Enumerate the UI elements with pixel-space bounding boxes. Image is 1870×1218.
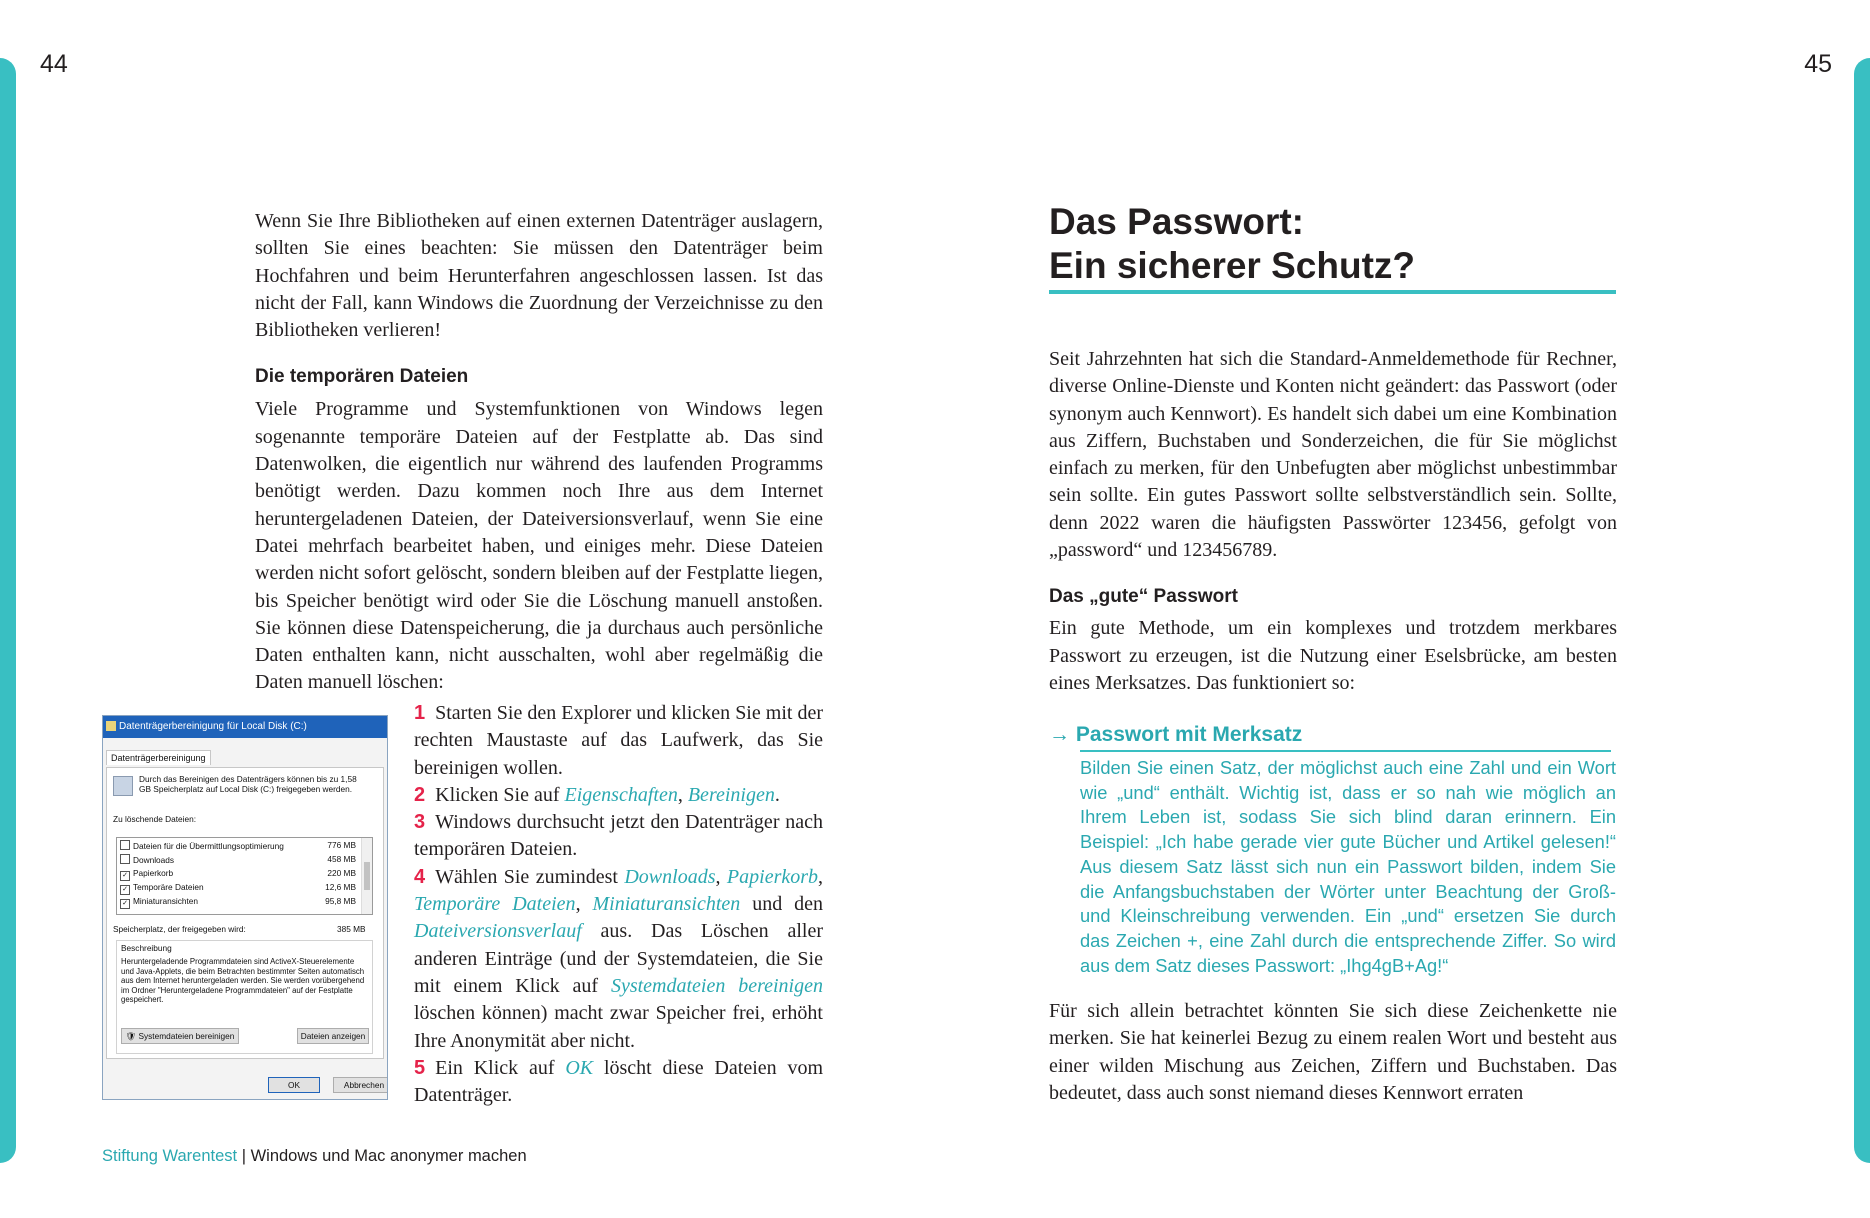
step-5: 5 Ein Klick auf OK löscht diese Dateien vom Datenträger. bbox=[414, 1056, 823, 1107]
description-label: Beschreibung bbox=[121, 943, 172, 953]
list-item[interactable]: ✓ Temporäre Dateien 12,6 MB bbox=[120, 882, 356, 895]
list-scrollbar[interactable] bbox=[361, 838, 372, 914]
left-column bbox=[255, 208, 823, 697]
right-subheading: Das „gute“ Passwort bbox=[1049, 586, 1238, 608]
dialog-tab[interactable]: Datenträgerbereinigung bbox=[106, 750, 211, 765]
tip-box-heading: → Passwort mit Merksatz bbox=[1049, 723, 1303, 746]
ok-button[interactable]: OK bbox=[268, 1077, 320, 1093]
bereinigen-link: Bereinigen bbox=[687, 783, 775, 806]
freed-space-label: Speicherplatz, der freigegeben wird: bbox=[113, 924, 246, 934]
dialog-info-text: Durch das Bereinigen des Datenträgers können bis zu 1,58 GB Speicherplatz auf Local Disk (C:) freigegeben werden. bbox=[139, 774, 357, 794]
checkbox[interactable] bbox=[120, 854, 130, 864]
description-text: Heruntergeladende Programmdateien sind ActiveX-Steuerelemente und Java-Applets, die beim Betrachten bestimmter Seiten automatisch aus dem Internet heruntergeladen werden. Sie werden vorübergehend im Ordner "Heruntergeladene Programmdateien" auf der Festplatte gespeichert. bbox=[121, 957, 365, 1004]
clean-system-files-button[interactable]: 🛡 Systemdateien bereinigen bbox=[121, 1028, 239, 1044]
arrow-icon: → bbox=[1049, 723, 1070, 746]
drive-icon bbox=[113, 776, 133, 796]
page-number-right: 45 bbox=[1804, 50, 1832, 78]
right-column-top bbox=[1049, 346, 1617, 697]
right-intro-paragraph: Seit Jahrzehnten hat sich die Standard-Anmeldemethode für Rechner, diverse Online-Dienste und Konten nicht geändert: das Passwort (oder synonym auch Kennwort). Es handelt sich dabei um eine Kombination aus Ziffern, Buchstaben und Sonderzeichen, die für Sie möglichst einfach zu merken, für den Unbefugten aber möglichst unbestimmbar sein sollte. Ein gutes Passwort sollte selbstverständlich sein. Sollte, denn 2022 waren die häufigsten Passwörter 123456, gefolgt von „password“ und 123456789. bbox=[1049, 348, 1617, 562]
dialog-title: Datenträgerbereinigung für Local Disk (C:) bbox=[119, 721, 307, 732]
view-files-button[interactable]: Dateien anzeigen bbox=[297, 1028, 369, 1044]
tip-box-text: Bilden Sie einen Satz, der möglichst auch eine Zahl und ein Wort wie „und“ enthält. Wichtig ist, dass er so nah wie möglich an Ihrem Leben ist, sodass Sie sich blind daran erinnern. Ein Beispiel: „Ich habe gerade vier gute Bücher und Artikel gelesen!“ Aus diesem Satz lässt sich nun ein Passwort bilden, indem Sie die Anfangsbuchstaben der Wörter unter Beachtung der Groß- und Kleinschreibung verwenden. Ein „und“ ersetzen Sie durch das Zeichen +, eine Zahl durch die entsprechende Ziffer. So wird aus dem Satz dieses Passwort: „Ihg4gB+Ag!“ bbox=[1080, 757, 1616, 976]
list-item[interactable]: Downloads 458 MB bbox=[120, 854, 356, 867]
left-body-paragraph: Viele Programme und Systemfunktionen von Windows legen sogenannte temporäre Dateien auf der Festplatte ab. Das sind Datenwolken, die eigentlich nur während des laufenden Programms benötigt werden. Dazu kommen noch Ihre aus dem Internet heruntergeladenen Dateien, der Dateiversionsverlauf, wenn Sie eine Datei mehrfach bearbeitet haben, und einiges mehr. Diese Dateien werden nicht sofort gelöscht, sondern bleiben auf der Festplatte liegen, bis Speicher benötigt wird oder Sie die Löschung manuell anstoßen. Sie können diese Datenspeicherung, die ja durchaus auch persönliche Daten enthalten kann, nicht ausschalten, wohl aber regelmäßig die Daten manuell löschen: bbox=[255, 398, 823, 694]
page-number-left: 44 bbox=[40, 50, 68, 78]
right-body-paragraph: Ein gute Methode, um ein komplexes und trotzdem merkbares Passwort zu erzeugen, ist die Nutzung einer Eselsbrücke, am besten eines Merksatzes. Das funktioniert so: bbox=[1049, 617, 1617, 694]
step-4: 4 Wählen Sie zumindest Downloads, Papierkorb, Temporäre Dateien, Miniaturansichten und den Dateiversionsverlauf aus. Das Löschen aller anderen Einträge (und der Systemdateien, die Sie mit einem Klick auf Systemdateien bereinigen löschen können) macht zwar Speicher frei, erhöht Ihre Anonymität aber nicht. bbox=[414, 865, 824, 1052]
right-column-bottom bbox=[1049, 998, 1617, 1107]
right-edge-tab bbox=[1854, 58, 1870, 1163]
description-group bbox=[116, 940, 373, 1054]
tip-box-rule bbox=[1080, 750, 1611, 752]
left-subheading: Die temporären Dateien bbox=[255, 366, 469, 388]
scrollbar-thumb[interactable] bbox=[364, 862, 370, 890]
right-outro-paragraph: Für sich allein betrachtet könnten Sie sich diese Zeichenkette nie merken. Sie hat keinerlei Bezug zu einem realen Wort und besteht aus einer wilden Mischung aus Zeichen, Ziffern und Buchstaben. Das bedeutet, dass auch sonst niemand dieses Kennwort erraten bbox=[1049, 1000, 1617, 1104]
step-2: 2 Klicken Sie auf Eigenschaften, Bereinigen. bbox=[414, 783, 780, 806]
disk-cleanup-icon bbox=[106, 721, 116, 731]
steps-list bbox=[414, 700, 823, 1109]
dialog-title-bar bbox=[103, 716, 387, 738]
disk-cleanup-screenshot bbox=[102, 715, 388, 1100]
chapter-title: Das Passwort: Ein sicherer Schutz? bbox=[1049, 201, 1415, 286]
title-underline bbox=[1049, 290, 1616, 294]
left-edge-tab bbox=[0, 58, 16, 1163]
checkbox[interactable]: ✓ bbox=[120, 871, 130, 881]
shield-icon: 🛡 bbox=[125, 1031, 137, 1041]
checkbox[interactable]: ✓ bbox=[120, 899, 130, 909]
step-3: 3 Windows durchsucht jetzt den Datenträger nach temporären Dateien. bbox=[414, 811, 823, 861]
files-to-delete-list[interactable] bbox=[116, 837, 373, 915]
checkbox[interactable] bbox=[120, 840, 130, 850]
step-1: 1 Starten Sie den Explorer und klicken Sie mit der rechten Maustaste auf das Laufwerk, das Sie bereinigen wollen. bbox=[414, 702, 823, 779]
footer-book-title: Windows und Mac anonymer machen bbox=[250, 1147, 527, 1165]
cancel-button[interactable]: Abbrechen bbox=[333, 1077, 388, 1093]
freed-space-value: 385 MB bbox=[337, 924, 366, 934]
eigenschaften-link: Eigenschaften bbox=[564, 783, 678, 806]
dialog-body bbox=[106, 767, 384, 1059]
list-item[interactable]: ✓ Miniaturansichten 95,8 MB bbox=[120, 896, 356, 909]
footer-brand: Stiftung Warentest bbox=[102, 1147, 238, 1165]
left-intro-paragraph: Wenn Sie Ihre Bibliotheken auf einen externen Datenträger auslagern, sollten Sie eines beachten: Sie müssen den Datenträger beim Hochfahren und beim Herunterfahren angeschlossen lassen. Ist das nicht der Fall, kann Windows die Zuordnung der Verzeichnisse zu den Bibliotheken verlieren! bbox=[255, 210, 823, 342]
list-label: Zu löschende Dateien: bbox=[113, 814, 197, 824]
list-item[interactable]: ✓ Papierkorb 220 MB bbox=[120, 868, 356, 881]
footer: Stiftung Warentest | Windows und Mac anonymer machen bbox=[102, 1147, 527, 1165]
list-item[interactable]: Dateien für die Übermittlungsoptimierung 776 MB bbox=[120, 840, 356, 853]
checkbox[interactable]: ✓ bbox=[120, 885, 130, 895]
